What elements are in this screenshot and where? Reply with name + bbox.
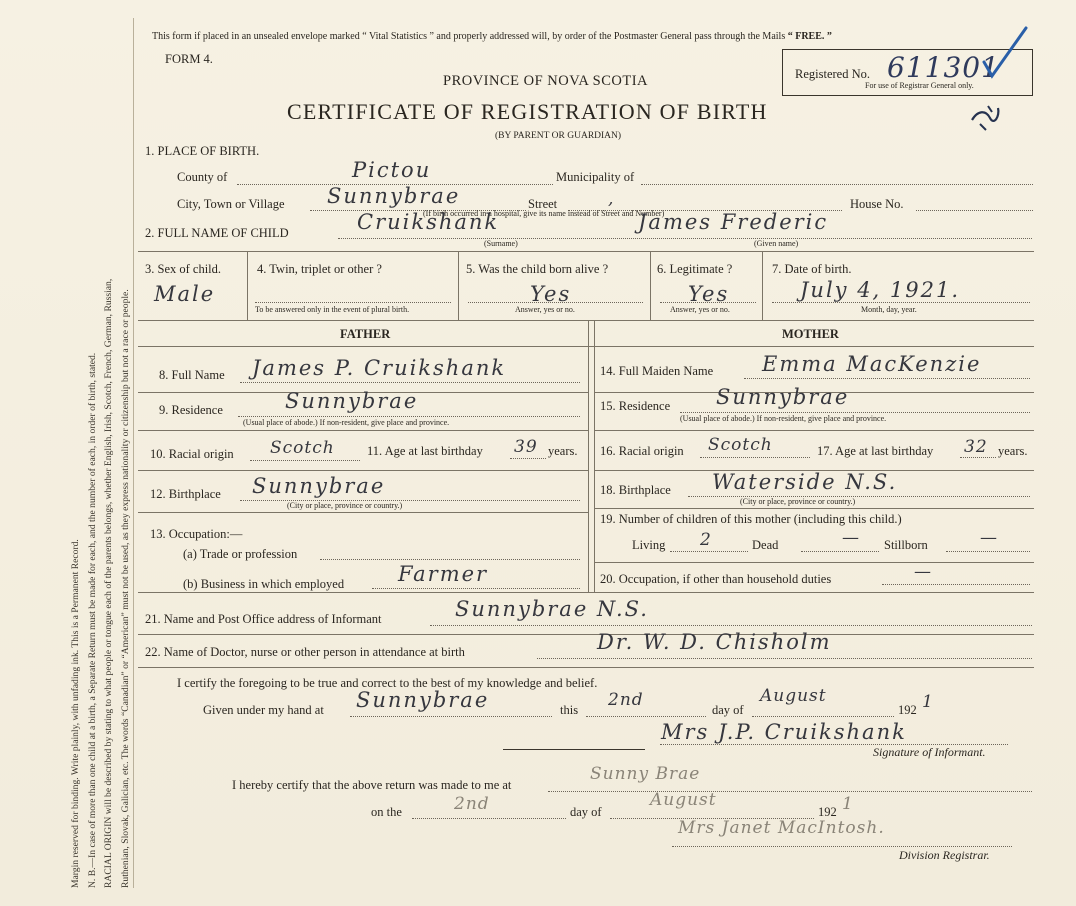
registrar-year-prefix: 192: [818, 805, 837, 819]
living-line: [670, 551, 748, 552]
mother-age-label: 17. Age at last birthday: [817, 444, 934, 458]
place-of-birth-heading: 1. PLACE OF BIRTH.: [145, 144, 260, 158]
mother-residence-line: [680, 412, 1030, 413]
father-racial-line: [250, 460, 360, 461]
father-name-line: [240, 382, 580, 383]
doctor-value: Dr. W. D. Chisholm: [597, 630, 832, 654]
hospital-note: (If birth occurred in a hospital, give its name instead of Street and Number): [423, 209, 665, 218]
mother-racial-label: 16. Racial origin: [600, 444, 684, 458]
informant-line: [430, 625, 1032, 626]
date-of-birth-line: [772, 302, 1030, 303]
given-under-hand-label: Given under my hand at: [203, 703, 324, 717]
row-divider: [138, 430, 588, 431]
dead-label: Dead: [752, 538, 779, 552]
given-day-value: 2nd: [608, 690, 644, 710]
father-birthplace-label: 12. Birthplace: [150, 487, 221, 501]
living-label: Living: [632, 538, 666, 552]
father-residence-line: [238, 416, 580, 417]
father-birthplace-value: Sunnybrae: [252, 474, 386, 498]
mother-racial-value: Scotch: [708, 435, 773, 455]
row-divider: [138, 634, 1034, 635]
alive-label: 5. Was the child born alive ?: [466, 262, 609, 276]
row-divider: [594, 430, 1034, 431]
mother-name-line: [744, 378, 1030, 379]
father-residence-note: (Usual place of abode.) If non-resident, give place and province.: [243, 418, 450, 427]
alive-value: Yes: [530, 282, 572, 306]
father-age-label: 11. Age at last birthday: [367, 444, 483, 458]
registrar-year-digit: 1: [842, 794, 854, 814]
father-age-line: [510, 458, 546, 459]
postal-notice-text: This form if placed in an unsealed envelope marked “ Vital Statistics ” and properly addressed will, by order of the Postmaster General pass through the Mails: [152, 31, 786, 42]
given-day-line: [586, 716, 706, 717]
province-heading: PROVINCE OF NOVA SCOTIA: [443, 73, 648, 89]
municipality-label: Municipality of: [556, 170, 635, 184]
mother-age-value: 32: [964, 437, 988, 457]
trade-label: (a) Trade or profession: [183, 547, 298, 561]
house-label: House No.: [850, 197, 904, 211]
mother-birthplace-label: 18. Birthplace: [600, 483, 671, 497]
registrar-place-line: [548, 791, 1032, 792]
twin-note: To be answered only in the event of plural birth.: [255, 305, 410, 314]
given-month-value: August: [760, 686, 827, 706]
children-count-label: 19. Number of children of this mother (including this child.): [600, 512, 902, 526]
legitimate-note: Answer, yes or no.: [670, 305, 730, 314]
father-heading: FATHER: [340, 327, 391, 341]
house-line: [916, 210, 1033, 211]
mother-residence-label: 15. Residence: [600, 399, 671, 413]
mother-heading: MOTHER: [782, 327, 839, 341]
mother-age-line: [960, 457, 996, 458]
given-place-line: [350, 716, 552, 717]
father-age-value: 39: [514, 437, 538, 457]
father-occupation-label: 13. Occupation:—: [150, 527, 243, 541]
check-mark-icon: [980, 24, 1030, 82]
given-year-prefix: 192: [898, 703, 917, 717]
sex-label: 3. Sex of child.: [145, 262, 222, 276]
city-value: Sunnybrae: [327, 184, 461, 208]
row-divider: [594, 508, 1034, 509]
given-place-value: Sunnybrae: [356, 688, 490, 712]
given-year-digit: 1: [922, 692, 934, 712]
column-divider: [458, 251, 459, 320]
registration-number: 611301: [887, 51, 1000, 84]
certificate-title: CERTIFICATE OF REGISTRATION OF BIRTH: [287, 99, 768, 124]
legitimate-value: Yes: [688, 282, 730, 306]
registrar-signature-line: [672, 846, 1012, 847]
municipality-line: [641, 184, 1033, 185]
mother-birthplace-value: Waterside N.S.: [712, 470, 898, 494]
certify-text: I certify the foregoing to be true and correct to the best of my knowledge and belief.: [177, 676, 598, 690]
given-month-line: [752, 716, 894, 717]
row-divider: [138, 320, 1034, 321]
informant-value: Sunnybrae N.S.: [455, 597, 649, 621]
mother-birthplace-note: (City or place, province or country.): [740, 497, 856, 506]
child-name-label: 2. FULL NAME OF CHILD: [145, 226, 289, 240]
father-years-label: years.: [548, 444, 578, 458]
stillborn-label: Stillborn: [884, 538, 928, 552]
alive-note: Answer, yes or no.: [515, 305, 575, 314]
mother-name-value: Emma MacKenzie: [762, 352, 982, 376]
twin-label: 4. Twin, triplet or other ?: [257, 262, 382, 276]
date-of-birth-note: Month, day, year.: [861, 305, 917, 314]
child-name-line: [338, 238, 1032, 239]
business-label: (b) Business in which employed: [183, 577, 345, 591]
mother-occupation-label: 20. Occupation, if other than household duties: [600, 572, 832, 586]
registrar-caption: Division Registrar.: [899, 848, 990, 862]
child-surname: Cruikshank: [357, 210, 500, 234]
parents-divider: [594, 320, 595, 592]
father-name-value: James P. Cruikshank: [252, 356, 507, 380]
county-label: County of: [177, 170, 228, 184]
street-label: Street: [528, 197, 558, 211]
given-day-of-label: day of: [712, 703, 744, 717]
signature-caption: Signature of Informant.: [873, 745, 986, 759]
sex-value: Male: [154, 282, 216, 306]
certificate-subtitle: (BY PARENT OR GUARDIAN): [495, 131, 622, 141]
side-notes: [68, 18, 134, 888]
date-of-birth-value: July 4, 1921.: [800, 278, 961, 302]
twin-line: [255, 302, 451, 303]
registrar-day-value: 2nd: [454, 794, 490, 814]
dead-value: —: [842, 528, 860, 548]
column-divider: [247, 251, 248, 320]
registrar-day-of-label: day of: [570, 805, 602, 819]
date-of-birth-label: 7. Date of birth.: [772, 262, 852, 276]
column-divider: [762, 251, 763, 320]
side-note-line: Margin reserved for binding. Write plainly, with unfading ink. This is a Permanent Record.: [70, 539, 81, 888]
registrar-place-value: Sunny Brae: [590, 764, 701, 784]
mother-occupation-line: [882, 584, 1030, 585]
mother-name-label: 14. Full Maiden Name: [600, 364, 714, 378]
registrar-certify-text: I hereby certify that the above return was made to me at: [232, 778, 512, 792]
column-divider: [650, 251, 651, 320]
mother-residence-value: Sunnybrae: [716, 385, 850, 409]
row-divider: [138, 346, 1034, 347]
doctor-line: [537, 658, 1032, 659]
mother-racial-line: [700, 457, 810, 458]
parents-divider: [588, 320, 589, 592]
row-divider: [138, 592, 1034, 593]
father-name-label: 8. Full Name: [159, 368, 225, 382]
postal-notice-free: “ FREE. ”: [787, 31, 832, 42]
legitimate-label: 6. Legitimate ?: [657, 262, 733, 276]
registrar-month-value: August: [650, 790, 717, 810]
informant-signature: Mrs J.P. Cruikshank: [661, 720, 907, 744]
father-racial-label: 10. Racial origin: [150, 447, 234, 461]
stillborn-value: —: [980, 528, 998, 548]
stillborn-line: [946, 551, 1030, 552]
father-birthplace-note: (City or place, province or country.): [287, 501, 403, 510]
informant-label: 21. Name and Post Office address of Informant: [145, 612, 382, 626]
father-residence-value: Sunnybrae: [285, 389, 419, 413]
given-name-caption: (Given name): [754, 239, 799, 248]
row-divider: [138, 512, 588, 513]
form-number: FORM 4.: [165, 52, 213, 66]
this-label: this: [560, 703, 579, 717]
surname-caption: (Surname): [484, 239, 518, 248]
registrar-stamp-icon: [966, 96, 1004, 134]
row-divider: [594, 562, 1034, 563]
business-value: Farmer: [398, 562, 489, 586]
row-divider: [138, 251, 1034, 252]
on-the-label: on the: [371, 805, 402, 819]
registrar-day-line: [412, 818, 566, 819]
father-residence-label: 9. Residence: [159, 403, 223, 417]
registration-note: For use of Registrar General only.: [865, 81, 974, 90]
mother-years-label: years.: [998, 444, 1028, 458]
postal-notice: [152, 31, 832, 42]
city-label: City, Town or Village: [177, 197, 285, 211]
mother-residence-note: (Usual place of abode.) If non-resident, give place and province.: [680, 414, 887, 423]
dead-line: [801, 551, 879, 552]
mother-occupation-value: —: [914, 562, 932, 582]
living-value: 2: [700, 530, 712, 550]
signature-rule: [503, 749, 645, 750]
row-divider: [138, 470, 588, 471]
county-value: Pictou: [352, 158, 432, 182]
father-racial-value: Scotch: [270, 438, 335, 458]
business-line: [372, 588, 580, 589]
side-note-line: Ruthenian, Slovak, Galician, etc. The words “Canadian” or “American” must not be used, as they express nationality or citizenship but not a race or people.: [119, 289, 131, 888]
registrar-signature: Mrs Janet MacIntosh.: [678, 818, 885, 838]
row-divider: [138, 667, 1034, 668]
doctor-label: 22. Name of Doctor, nurse or other person in attendance at birth: [145, 645, 465, 659]
side-note-line: N. B.—In case of more than one child at a birth, a Separate Return must be made for each, and the number of each, in order of birth, stated.: [86, 352, 98, 888]
trade-line: [320, 559, 580, 560]
street-value: ,: [608, 189, 615, 209]
child-given-name: James Frederic: [638, 210, 829, 234]
registration-label: Registered No.: [795, 67, 870, 81]
side-note-line: RACIAL ORIGIN will be described by stating to what people or tongue each of the parents belongs, whether English, Irish, Scotch, French, German, Russian,: [103, 278, 114, 888]
